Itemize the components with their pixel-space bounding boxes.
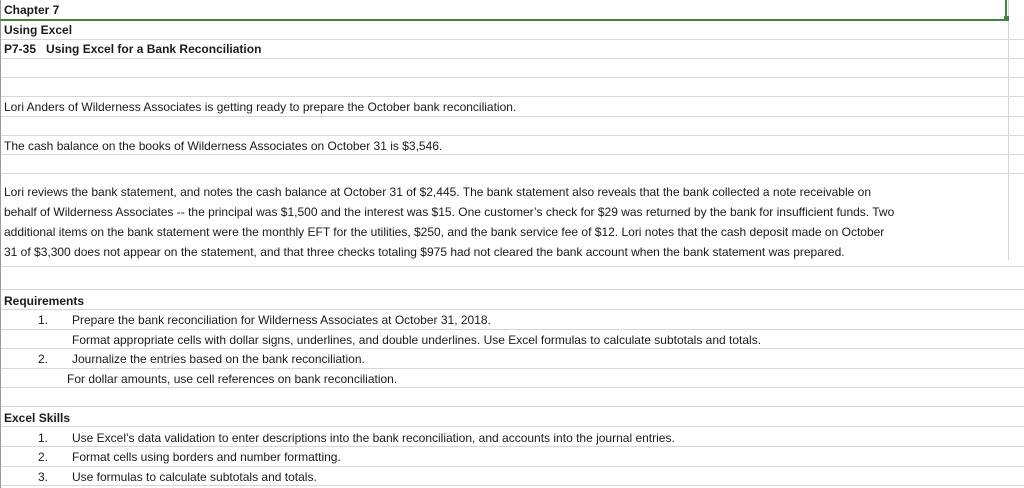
skill-text[interactable]: Use Excel’s data validation to enter descriptions into the bank reconciliation, and accounts into the journal entries. (72, 431, 675, 445)
row-gridline (0, 289, 1024, 290)
requirement-text[interactable]: Journalize the entries based on the bank reconciliation. (72, 352, 365, 366)
selection-border (0, 19, 1008, 21)
problem-title-cell[interactable]: P7-35 Using Excel for a Bank Reconciliation (4, 42, 262, 56)
bank-statement-paragraph[interactable] (4, 182, 1008, 262)
requirements-heading[interactable]: Requirements (4, 294, 85, 308)
requirement-number: 2. (38, 352, 49, 366)
requirement-text[interactable]: Prepare the bank reconciliation for Wilderness Associates at October 31, 2018. (72, 313, 491, 327)
intro-cell-2[interactable]: The cash balance on the books of Wilderness Associates on October 31 is $3,546. (4, 139, 443, 153)
row-gridline (0, 329, 1024, 330)
requirement-text[interactable]: For dollar amounts, use cell references on bank reconciliation. (67, 372, 398, 386)
paragraph-line: 31 of $3,300 does not appear on the statement, and that three checks totaling $975 had not cleared the bank account when the bank statement was prepared. (4, 245, 845, 259)
row-gridline (0, 173, 1024, 174)
paragraph-line: additional items on the bank statement were the monthly EFT for the utilities, $250, and the bank service fee of $12. Lori notes that the cash deposit made on October (4, 225, 885, 239)
requirement-number: 1. (38, 313, 49, 327)
row-gridline (0, 135, 1024, 136)
skill-number: 3. (38, 470, 49, 484)
row-gridline (0, 77, 1024, 78)
row-gridline (0, 406, 1024, 407)
paragraph-line: Lori reviews the bank statement, and notes the cash balance at October 31 of $2,445. The bank statement also reveals that the bank collected a note receivable on (4, 185, 871, 199)
row-gridline (0, 116, 1024, 117)
row-gridline (0, 96, 1024, 97)
row-gridline (0, 368, 1024, 369)
column-gridline (1008, 0, 1009, 260)
requirement-text[interactable]: Format appropriate cells with dollar signs, underlines, and double underlines. Use Excel formulas to calculate subtotals and totals. (72, 333, 762, 347)
row-gridline (0, 309, 1024, 310)
subject-cell[interactable]: Using Excel (4, 23, 73, 37)
chapter-cell[interactable]: Chapter 7 (4, 3, 60, 17)
column-gridline (0, 0, 1, 488)
row-gridline (0, 426, 1024, 427)
row-gridline (0, 466, 1024, 467)
skill-number: 2. (38, 450, 49, 464)
row-gridline (0, 58, 1024, 59)
intro-cell-1[interactable]: Lori Anders of Wilderness Associates is getting ready to prepare the October bank reconciliation. (4, 100, 517, 114)
row-gridline (0, 266, 1024, 267)
skill-text[interactable]: Use formulas to calculate subtotals and totals. (72, 470, 317, 484)
paragraph-line: behalf of Wilderness Associates -- the principal was $1,500 and the interest was $15. One customer’s check for $29 was returned by the bank for insufficient funds. Two (4, 205, 895, 219)
skill-text[interactable]: Format cells using borders and number formatting. (72, 450, 341, 464)
excel-skills-heading[interactable]: Excel Skills (4, 411, 71, 425)
fill-handle[interactable] (1004, 16, 1009, 21)
skill-number: 1. (38, 431, 49, 445)
